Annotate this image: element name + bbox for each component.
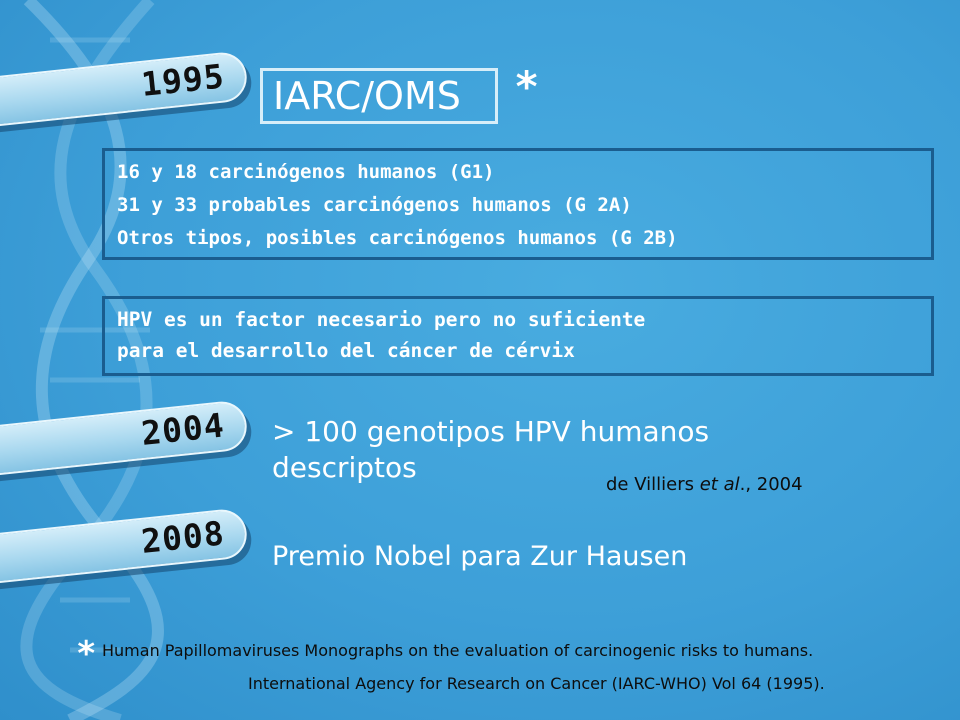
- footnote-asterisk: *: [76, 634, 97, 674]
- citation-author: de Villiers: [606, 474, 700, 495]
- iarc-oms-text: IARC/OMS: [273, 74, 461, 118]
- footnote-line-1: Human Papillomaviruses Monographs on the evaluation of carcinogenic risks to humans.: [102, 641, 814, 660]
- nobel-prize-statement: Premio Nobel para Zur Hausen: [272, 541, 688, 572]
- citation-et-al: et al: [699, 474, 740, 495]
- hpv-statement-line-2: para el desarrollo del cáncer de cérvix: [117, 339, 575, 362]
- iarc-oms-title: [260, 68, 498, 124]
- year-2008-label: 2008: [139, 513, 227, 561]
- genotypes-statement: > 100 genotipos HPV humanos descriptos: [272, 415, 710, 484]
- classification-line-g2a: 31 y 33 probables carcinógenos humanos (G 2A): [117, 194, 632, 216]
- classification-line-g2b: Otros tipos, posibles carcinógenos humanos (G 2B): [117, 227, 678, 249]
- year-2004-label: 2004: [139, 405, 227, 453]
- hpv-statement-box: [102, 296, 934, 376]
- year-1995-label: 1995: [139, 56, 227, 104]
- classification-line-g1: 16 y 18 carcinógenos humanos (G1): [117, 161, 495, 183]
- citation-year: ., 2004: [739, 474, 803, 495]
- hpv-classification-box: [102, 148, 934, 260]
- footnote-line-2: International Agency for Research on Cancer (IARC-WHO) Vol 64 (1995).: [248, 674, 825, 693]
- de-villiers-citation: [606, 474, 803, 495]
- hpv-statement-line-1: HPV es un factor necesario pero no suficiente: [117, 308, 646, 331]
- reference-asterisk: *: [514, 62, 540, 111]
